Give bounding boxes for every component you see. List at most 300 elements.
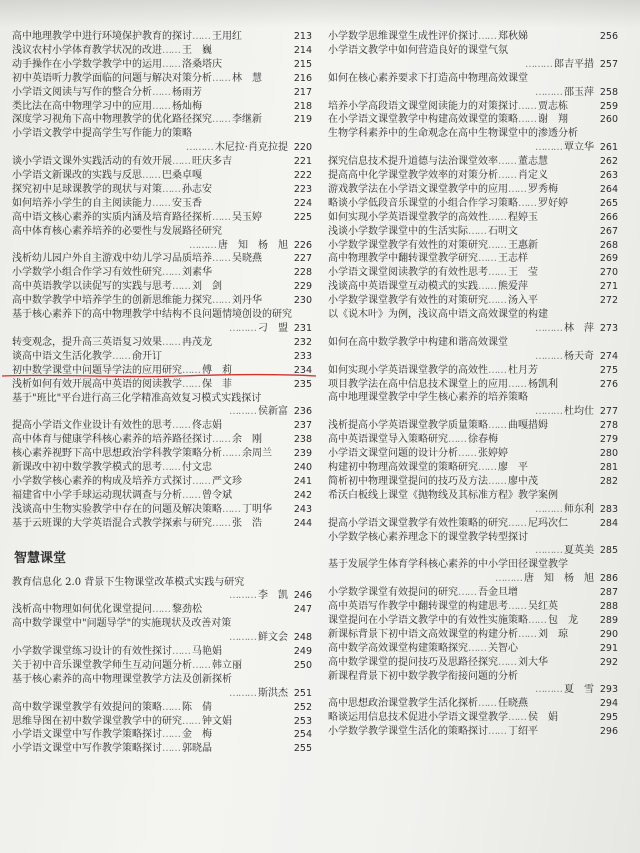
toc-entry: 基于核心素养的高中物理课堂教学方法及创新探析 ……… 斯洪杰 251 [12, 673, 312, 699]
entry-page-number: 247 [293, 604, 312, 616]
entry-page-number: 258 [599, 86, 618, 98]
toc-entry: 类比法在高中物理学习中的应用…… 杨灿梅 218 [12, 100, 312, 112]
entry-title: 小学数学核心素养理念下的课堂教学转型探讨 [328, 531, 528, 543]
entry-page-number: 218 [293, 100, 312, 112]
entry-title: 高中体育核心素养培养的必要性与发展路径研究 [12, 225, 222, 237]
toc-entry: 高中体育核心素养培养的必要性与发展路径研究 ……… 唐 知 杨 旭 226 [12, 225, 312, 251]
entry-author: 廖 平 [498, 462, 528, 473]
entry-page-number: 282 [599, 475, 618, 487]
entry-page-number: 280 [599, 448, 618, 460]
entry-page-number: 290 [599, 628, 618, 640]
entry-page-number: 287 [599, 587, 618, 599]
entry-page-number: 292 [599, 656, 618, 668]
entry-author: 王惠新 [508, 239, 538, 251]
entry-author: 李 凯 [258, 590, 288, 602]
entry-author: 郑秋娣 [498, 31, 528, 42]
entry-author: 刘 剑 [192, 281, 222, 293]
entry-author: 肖定义 [518, 170, 548, 182]
toc-entry: 小学语文新课改的实践与反思…… 巴桑卓嘎 222 [12, 170, 312, 182]
entry-author: 丁明华 [242, 503, 272, 515]
entry-author: 王 莹 [508, 267, 538, 279]
entry-page-number: 217 [293, 86, 312, 98]
toc-entry: 小学数学核心素养的构成及培养方式探讨…… 严文珍 241 [12, 475, 312, 487]
entry-title: 新课程背景下初中数学教学衔接问题的分析 [328, 670, 518, 682]
entry-title: 谈高中语文生活化教学 [12, 350, 112, 362]
entry-title: 基于云班课的大学英语混合式教学探索与研究 [12, 517, 212, 529]
entry-page-number: 216 [293, 72, 312, 84]
entry-page-number: 219 [293, 114, 312, 126]
toc-entry: 小学数学课堂教学有效性的对策研究…… 汤入平 272 [328, 295, 618, 307]
toc-entry: 核心素养视野下高中思想政治学科教学策略分析…… 余周兰 239 [12, 448, 312, 460]
entry-author: 杜均仕 [564, 406, 594, 418]
entry-page-number: 269 [599, 253, 618, 265]
entry-page-number: 232 [293, 336, 312, 348]
toc-entry: 小学数学课堂练习设计的有效性探讨…… 马艳娟 249 [12, 646, 312, 658]
entry-author: 吴红英 [528, 601, 558, 613]
entry-author: 张 浩 [232, 517, 262, 529]
entry-page-number: 257 [599, 58, 618, 70]
entry-author: 邵玉萍 [564, 86, 594, 98]
entry-page-number: 268 [599, 239, 618, 251]
entry-page-number: 255 [293, 743, 312, 755]
toc-entry: 浅谈高中英语课堂互动模式的实践…… 熊爱萍 271 [328, 281, 618, 293]
toc-entry: 高中数学课堂中"问题导学"的实施现状及改善对策 ……… 鲜文会 248 [12, 618, 312, 644]
entry-author: 侯 娟 [528, 712, 558, 724]
entry-page-number: 244 [293, 517, 312, 529]
entry-author: 付文忠 [182, 462, 212, 474]
toc-entry: 小学数学课堂教学有效性的对策研究…… 王惠新 268 [328, 239, 618, 251]
entry-title: 初中数学课堂中问题导学法的应用研究 [12, 364, 182, 376]
entry-author: 刘丹华 [232, 295, 262, 307]
toc-list-left-bottom [12, 576, 312, 757]
toc-entry: 浅析幼儿园户外自主游戏中幼儿学习品质培养…… 吴晓燕 227 [12, 253, 312, 265]
entry-author: 刁 盟 [258, 323, 288, 334]
entry-page-number: 249 [293, 646, 312, 658]
entry-page-number: 214 [293, 44, 312, 56]
entry-author: 刘素华 [182, 267, 212, 279]
toc-entry: 小学数学教学课堂生活化的策略探讨…… 丁绍平 296 [328, 726, 618, 738]
toc-entry: 探究初中足球课教学的现状与对策…… 孙志安 223 [12, 183, 312, 195]
toc-entry: 希沃白板线上课堂《抛物线及其标准方程》教学案例 ……… 师东利 283 [328, 489, 618, 515]
entry-title: 小学语文课堂阅读教学的有效性思考 [328, 267, 488, 279]
entry-page-number: 275 [599, 364, 618, 376]
entry-author: 廖中茂 [508, 475, 538, 487]
entry-page-number: 223 [293, 183, 312, 195]
entry-page-number: 251 [293, 687, 312, 699]
entry-author: 旺庆多吉 [192, 156, 232, 168]
entry-title: 探究信息技术提升道德与法治课堂效率 [328, 156, 498, 168]
entry-page-number: 276 [599, 378, 618, 390]
toc-entry: 生物学科素养中的生命观念在高中生物课堂中的渗透分析 ……… 覃立华 261 [328, 128, 618, 154]
entry-title: 高中体育与健康学科核心素养的培养路径探讨 [12, 434, 212, 446]
entry-title: 新课改中初中数学教学模式的思考 [12, 462, 162, 474]
entry-author: 斯洪杰 [258, 687, 288, 699]
entry-author: 马艳娟 [192, 646, 222, 658]
entry-title: 生物学科素养中的生命观念在高中生物课堂中的渗透分析 [328, 128, 578, 140]
toc-entry: 基于云班课的大学英语混合式教学探索与研究…… 张 浩 244 [12, 517, 312, 529]
entry-author: 王 巍 [182, 44, 212, 56]
entry-author: 任晓燕 [498, 698, 528, 710]
entry-author: 余周兰 [242, 448, 272, 460]
entry-page-number: 254 [293, 729, 312, 741]
entry-author: 尼玛次仁 [528, 517, 568, 529]
toc-entry: 简析初中物理课堂提问的技巧及方法…… 廖中茂 282 [328, 475, 618, 487]
toc-entry: 小学语文阅读与写作的整合分析…… 杨雨芳 217 [12, 86, 312, 98]
toc-entry: 小学数学课堂有效提问的研究…… 吾金旦增 287 [328, 587, 618, 599]
entry-title: 高中数学课堂的提问技巧及思路径探究 [328, 656, 498, 668]
entry-page-number: 286 [599, 573, 618, 585]
toc-entry: 教育信息化 2.0 背景下生物课堂改革模式实践与研究 ……… 李 凯 246 [12, 576, 312, 602]
toc-entry: 小学语文课堂中写作教学策略探讨…… 金 梅 254 [12, 729, 312, 741]
entry-page-number: 226 [293, 239, 312, 251]
entry-title: 浅谈高中生物实验教学中存在的问题及解决策略 [12, 503, 222, 515]
entry-page-number: 222 [293, 170, 312, 182]
entry-title: 基于"班比"平台进行高三化学精准高效复习模式实践探讨 [12, 392, 262, 404]
entry-title: 小学数学教学课堂生活化的策略探讨 [328, 726, 488, 738]
entry-title: 基于核心素养下的高中物理教学中结构不良问题情境创设的研究 [12, 309, 292, 321]
entry-author: 巴桑卓嘎 [162, 170, 202, 182]
entry-title: 浅析提高小学英语课堂教学质量策略 [328, 420, 488, 432]
entry-page-number: 240 [293, 462, 312, 474]
entry-title: 核心素养视野下高中思想政治学科教学策略分析 [12, 448, 222, 460]
entry-page-number: 263 [599, 170, 618, 182]
toc-entry: 小学数学小组合作学习有效性研究…… 刘素华 228 [12, 267, 312, 279]
entry-title: 略谈运用信息技术促进小学语文课堂教学 [328, 712, 508, 724]
toc-entry: 新课标背景下初中语文高效课堂的构建分析…… 刘 琼 290 [328, 628, 618, 640]
toc-entry: 高中地理课堂教学中学生核心素养的培养策略 ……… 杜均仕 277 [328, 392, 618, 418]
entry-title: 高中英语教学以读促写的实践与思考 [12, 281, 172, 293]
entry-page-number: 256 [599, 31, 618, 42]
toc-entry: 高中英语教学以读促写的实践与思考…… 刘 剑 229 [12, 281, 312, 293]
entry-title: 类比法在高中物理学习中的应用 [12, 100, 152, 112]
toc-entry: 高中数学教学中培养学生的创新思维能力探究…… 刘丹华 230 [12, 295, 312, 307]
entry-page-number: 246 [293, 590, 312, 602]
entry-page-number: 284 [599, 517, 618, 529]
entry-author: 傅 莉 [202, 364, 232, 376]
entry-title: 小学语文教学中如何营造良好的课堂气氛 [328, 44, 508, 56]
entry-author: 吴晓燕 [232, 253, 262, 265]
toc-entry: 浅析提高小学英语课堂教学质量策略…… 曲嘎措姆 278 [328, 420, 618, 432]
entry-title: 高中思想政治课堂教学生活化探析 [328, 698, 478, 710]
entry-title: 关于初中音乐课堂教学师生互动问题分析 [12, 659, 192, 671]
entry-title: 如何在核心素养要求下打造高中物理高效课堂 [328, 72, 528, 84]
toc-entry: 关于初中音乐课堂教学师生互动问题分析…… 韩立丽 250 [12, 659, 312, 671]
toc-list-left-top [12, 30, 312, 531]
toc-entry: 培养小学高段语文课堂阅读能力的对策探讨…… 贾志栋 259 [328, 100, 618, 112]
entry-page-number: 221 [293, 156, 312, 168]
entry-author: 郎吉平措 [554, 58, 594, 70]
entry-page-number: 266 [599, 211, 618, 223]
entry-title: 浅议农村小学体育教学状况的改进 [12, 44, 162, 56]
toc-entry: 小学语文课堂阅读教学的有效性思考…… 王 莹 270 [328, 267, 618, 279]
entry-title: 希沃白板线上课堂《抛物线及其标准方程》教学案例 [328, 489, 558, 501]
entry-page-number: 235 [293, 378, 312, 390]
entry-author: 林 慧 [232, 72, 262, 84]
entry-page-number: 279 [599, 434, 618, 446]
toc-entry: 如何实现小学英语课堂教学的高效性…… 杜月芳 275 [328, 364, 618, 376]
toc-entry: 基于"班比"平台进行高三化学精准高效复习模式实践探讨 ……… 侯新富 236 [12, 392, 312, 418]
entry-author: 杨雨芳 [172, 86, 202, 98]
page-shadow [0, 0, 640, 28]
entry-page-number: 264 [599, 183, 618, 195]
entry-page-number: 289 [599, 614, 618, 626]
entry-title: 高中物理教学中翻转课堂教学研究 [328, 253, 478, 265]
entry-page-number: 270 [599, 267, 618, 279]
entry-page-number: 242 [293, 489, 312, 501]
toc-entry: 浅谈小学数学课堂中的生活实际…… 石明文 267 [328, 225, 618, 237]
entry-author: 林 萍 [564, 322, 594, 334]
toc-entry: 动手操作在小学数学教学中的运用…… 洛桑塔庆 215 [12, 58, 312, 70]
entry-page-number: 230 [293, 295, 312, 307]
toc-entry: 谈高中语文生活化教学…… 俞开订 233 [12, 350, 312, 362]
entry-author: 韩立丽 [212, 659, 242, 671]
entry-title: 基于核心素养的高中物理课堂教学方法及创新探析 [12, 673, 232, 685]
entry-page-number: 248 [293, 632, 312, 644]
entry-title: 新课标背景下初中语文高效课堂的构建分析 [328, 628, 518, 640]
entry-author: 李继新 [232, 114, 262, 126]
entry-title: 教育信息化 2.0 背景下生物课堂改革模式实践与研究 [12, 576, 245, 588]
entry-title: 在小学语文课堂教学中构建高效课堂的策略 [328, 114, 518, 126]
entry-author: 洛桑塔庆 [182, 58, 222, 70]
toc-entry: 福建省中小学手球运动现状调查与分析…… 曾令斌 242 [12, 489, 312, 501]
toc-entry: 高中数学高效课堂构建策略探究…… 关智心 291 [328, 642, 618, 654]
entry-author: 唐 知 杨 旭 [524, 573, 594, 585]
entry-page-number: 224 [293, 197, 312, 209]
entry-author: 曲嘎措姆 [508, 420, 548, 432]
entry-page-number: 259 [599, 100, 618, 112]
toc-entry: 小学语文教学中提高学生写作能力的策略 ……… 木尼拉·肖克拉提 220 [12, 128, 312, 154]
toc-entry: 高中英语写作教学中翻转课堂的构建思考…… 吴红英 288 [328, 601, 618, 613]
toc-entry: 课堂提问在小学语文教学中的有效性实施策略…… 包 龙 289 [328, 614, 618, 626]
toc-entry: 小学语文课堂问题的设计分析…… 张婷婷 280 [328, 448, 618, 460]
toc-list-right [328, 30, 618, 739]
toc-entry: 以《说木叶》为例，浅议高中语文高效课堂的构建 ……… 林 萍 273 [328, 309, 618, 334]
toc-entry: 高中物理教学中翻转课堂教学研究…… 王志样 269 [328, 253, 618, 265]
entry-title: 高中数学教学中培养学生的创新思维能力探究 [12, 295, 212, 307]
toc-entry: 基于发展学生体育学科核心素养的中小学田径课堂教学 ……… 唐 知 杨 旭 286 [328, 559, 618, 585]
entry-author: 汤入平 [508, 295, 538, 307]
entry-title: 高中英语写作教学中翻转课堂的构建思考 [328, 601, 508, 613]
toc-entry: 略谈小学低段音乐课堂的小组合作学习策略…… 罗好婷 265 [328, 197, 618, 209]
toc-entry: 谈小学语文课外实践活动的有效开展…… 旺庆多吉 221 [12, 156, 312, 168]
entry-page-number: 241 [293, 475, 312, 487]
entry-title: 高中地理课堂教学中学生核心素养的培养策略 [328, 392, 528, 404]
entry-author: 黎劲松 [172, 604, 202, 616]
entry-title: 提高小学语文课堂教学有效性策略的研究 [328, 517, 508, 529]
entry-title: 如何实现小学英语课堂教学的高效性 [328, 364, 488, 376]
entry-page-number: 260 [599, 114, 618, 126]
toc-entry: 高中地理教学中进行环境保护教育的探讨…… 王用红 213 [12, 31, 312, 42]
entry-title: 小学数学核心素养的构成及培养方式探讨 [12, 475, 192, 487]
entry-author: 侯新富 [258, 406, 288, 418]
entry-page-number: 250 [293, 659, 312, 671]
entry-page-number: 252 [293, 701, 312, 713]
toc-entry: 高中思想政治课堂教学生活化探析…… 任晓燕 294 [328, 698, 618, 710]
entry-title: 小学数学思维课堂生成性评价探讨 [328, 31, 478, 42]
entry-title: 高中语文核心素养的实质内涵及培育路径探析 [12, 211, 212, 223]
entry-author: 谢 翔 [538, 114, 568, 126]
entry-title: 如何实现小学英语课堂教学的高效性 [328, 211, 488, 223]
entry-page-number: 262 [599, 156, 618, 168]
entry-page-number: 281 [599, 462, 618, 473]
entry-author: 覃立华 [564, 142, 594, 154]
entry-page-number: 273 [599, 322, 618, 334]
entry-author: 木尼拉·肖克拉提 [214, 142, 288, 154]
entry-page-number: 274 [599, 350, 618, 362]
entry-page-number: 228 [293, 267, 312, 279]
entry-title: 小学数学课堂教学有效性的对策研究 [328, 239, 488, 251]
entry-title: 游戏教学法在小学语文课堂教学中的应用 [328, 183, 508, 195]
toc-entry: 如何在核心素养要求下打造高中物理高效课堂 ……… 邵玉萍 258 [328, 72, 618, 98]
entry-title: 高中地理教学中进行环境保护教育的探讨 [12, 31, 192, 42]
entry-author: 吾金旦增 [478, 587, 518, 599]
entry-author: 刘大华 [518, 656, 548, 668]
entry-title: 高中数学课堂中"问题导学"的实施现状及改善对策 [12, 618, 232, 630]
entry-page-number: 233 [293, 350, 312, 362]
entry-author: 程婷玉 [508, 211, 538, 223]
toc-entry: 浅谈高中生物实验教学中存在的问题及解决策略…… 丁明华 243 [12, 503, 312, 515]
entry-author: 王志样 [498, 253, 528, 265]
toc-entry: 浅析高中物理如何优化课堂提问…… 黎劲松 247 [12, 604, 312, 616]
entry-author: 郭晓晶 [182, 743, 212, 755]
entry-author: 夏 雪 [564, 684, 594, 696]
entry-author: 陈 倩 [182, 701, 212, 713]
toc-entry: 小学数学思维课堂生成性评价探讨…… 郑秋娣 256 [328, 31, 618, 42]
entry-page-number: 238 [293, 434, 312, 446]
entry-title: 小学语文课堂问题的设计分析 [328, 448, 458, 460]
entry-author: 严文珍 [212, 475, 242, 487]
entry-author: 石明文 [488, 225, 518, 237]
entry-author: 师东利 [564, 503, 594, 515]
entry-page-number: 225 [293, 211, 312, 223]
entry-author: 曾令斌 [202, 489, 232, 501]
entry-page-number: 288 [599, 601, 618, 613]
entry-page-number: 267 [599, 225, 618, 237]
entry-page-number: 234 [293, 364, 312, 376]
toc-entry: 浅析如何有效开展高中英语的阅读教学…… 保 菲 235 [12, 378, 312, 390]
entry-author: 佟志娟 [192, 420, 222, 432]
toc-entry: 基于核心素养下的高中物理教学中结构不良问题情境创设的研究 ……… 刁 盟 231 [12, 309, 312, 334]
entry-page-number: 229 [293, 281, 312, 293]
entry-page-number: 243 [293, 503, 312, 515]
handwritten-underline [0, 373, 318, 379]
toc-entry: 浅议农村小学体育教学状况的改进…… 王 巍 214 [12, 44, 312, 56]
entry-author: 董志慧 [518, 156, 548, 168]
entry-title: 高中数学课堂教学有效提问的策略 [12, 701, 162, 713]
entry-page-number: 227 [293, 253, 312, 265]
entry-page-number: 237 [293, 420, 312, 432]
entry-page-number: 296 [599, 726, 618, 738]
entry-title: 浅谈高中英语课堂互动模式的实践 [328, 281, 478, 293]
entry-title: 浅析幼儿园户外自主游戏中幼儿学习品质培养 [12, 253, 212, 265]
entry-author: 丁绍平 [508, 726, 538, 738]
entry-author: 王用红 [212, 31, 242, 42]
entry-title: 小学语文课堂中写作教学策略探讨 [12, 729, 162, 741]
entry-title: 高中数学高效课堂构建策略探究 [328, 642, 468, 654]
entry-title: 初中英语听力教学面临的问题与解决对策分析 [12, 72, 212, 84]
entry-page-number: 295 [599, 712, 618, 724]
toc-entry: 项目教学法在高中信息技术课堂上的应用…… 杨凯利 276 [328, 378, 618, 390]
entry-page-number: 283 [599, 503, 618, 515]
entry-page-number: 291 [599, 642, 618, 654]
entry-title: 略谈小学低段音乐课堂的小组合作学习策略 [328, 197, 518, 209]
toc-entry: 初中英语听力教学面临的问题与解决对策分析…… 林 慧 216 [12, 72, 312, 84]
section-title: 智慧课堂 [14, 550, 67, 566]
entry-author: 贾志栋 [538, 100, 568, 112]
entry-title: 小学数学课堂教学有效性的对策研究 [328, 295, 488, 307]
toc-entry: 如何在高中数学教学中构建和谐高效课堂 ……… 杨天奇 274 [328, 336, 618, 362]
entry-author: 安玉香 [172, 197, 202, 209]
toc-entry: 提高高中化学课堂教学效率的对策分析…… 肖定义 263 [328, 170, 618, 182]
entry-author: 杨凯利 [528, 378, 558, 390]
entry-page-number: 239 [293, 448, 312, 460]
entry-page-number: 231 [293, 322, 312, 334]
entry-page-number: 285 [599, 545, 618, 557]
toc-entry: 高中语文核心素养的实质内涵及培育路径探析…… 吴玉婷 225 [12, 211, 312, 223]
entry-title: 浅析高中物理如何优化课堂提问 [12, 604, 152, 616]
entry-page-number: 271 [599, 281, 618, 293]
entry-author: 杜月芳 [508, 364, 538, 376]
entry-author: 杨灿梅 [172, 100, 202, 112]
entry-page-number: 215 [293, 58, 312, 70]
toc-entry: 游戏教学法在小学语文课堂教学中的应用…… 罗秀梅 264 [328, 183, 618, 195]
toc-entry: 略谈运用信息技术促进小学语文课堂教学…… 侯 娟 295 [328, 712, 618, 724]
entry-author: 唐 知 杨 旭 [218, 239, 288, 251]
entry-author: 熊爱萍 [498, 281, 528, 293]
entry-title: 基于发展学生体育学科核心素养的中小学田径课堂教学 [328, 559, 568, 571]
entry-title: 小学数学小组合作学习有效性研究 [12, 267, 162, 279]
entry-page-number: 220 [293, 142, 312, 154]
toc-entry: 构建初中物理高效课堂的策略研究…… 廖 平 281 [328, 462, 618, 473]
entry-title: 思维导图在初中数学课堂教学中的研究 [12, 715, 182, 727]
toc-entry: 提高小学语文课堂教学有效性策略的研究…… 尼玛次仁 284 [328, 517, 618, 529]
entry-page-number: 272 [599, 295, 618, 307]
entry-title: 浅析如何有效开展高中英语的阅读教学 [12, 378, 182, 390]
entry-title: 转变观念，提升高三英语复习效果 [12, 336, 162, 348]
toc-entry: 高中数学课堂教学有效提问的策略…… 陈 倩 252 [12, 701, 312, 713]
entry-title: 福建省中小学手球运动现状调查与分析 [12, 489, 182, 501]
entry-page-number: 213 [293, 31, 312, 42]
entry-author: 钟文娟 [202, 715, 232, 727]
entry-author: 罗好婷 [538, 197, 568, 209]
toc-entry: 思维导图在初中数学课堂教学中的研究…… 钟文娟 253 [12, 715, 312, 727]
toc-entry: 高中英语课堂导入策略研究…… 徐春梅 279 [328, 434, 618, 446]
entry-author: 俞开订 [132, 350, 162, 362]
entry-title: 如何在高中数学教学中构建和谐高效课堂 [328, 336, 508, 348]
toc-right-column [328, 30, 618, 739]
toc-entry: 如何实现小学英语课堂教学的高效性…… 程婷玉 266 [328, 211, 618, 223]
toc-entry: 深度学习视角下高中物理教学的优化路径探究…… 李继新 219 [12, 114, 312, 126]
entry-author: 张婷婷 [478, 448, 508, 460]
entry-author: 冉茂龙 [182, 336, 212, 348]
entry-title: 谈小学语文课外实践活动的有效开展 [12, 156, 172, 168]
toc-entry: 转变观念，提升高三英语复习效果…… 冉茂龙 232 [12, 336, 312, 348]
entry-page-number: 253 [293, 715, 312, 727]
entry-title: 小学语文课堂中写作教学策略探讨 [12, 743, 162, 755]
entry-author: 包 龙 [548, 614, 578, 626]
toc-left-column [12, 30, 312, 756]
entry-title: 课堂提问在小学语文教学中的有效性实施策略 [328, 614, 528, 626]
entry-title: 动手操作在小学数学教学中的运用 [12, 58, 162, 70]
entry-page-number: 278 [599, 420, 618, 432]
entry-author: 孙志安 [182, 183, 212, 195]
toc-entry: 新课改中初中数学教学模式的思考…… 付文忠 240 [12, 462, 312, 474]
toc-entry: 高中数学课堂的提问技巧及思路径探究…… 刘大华 292 [328, 656, 618, 668]
toc-entry: 小学语文课堂中写作教学策略探讨…… 郭晓晶 255 [12, 743, 312, 755]
toc-entry: 新课程背景下初中数学教学衔接问题的分析 ……… 夏 雪 293 [328, 670, 618, 696]
entry-title: 项目教学法在高中信息技术课堂上的应用 [328, 378, 508, 390]
entry-title: 小学语文教学中提高学生写作能力的策略 [12, 128, 192, 140]
